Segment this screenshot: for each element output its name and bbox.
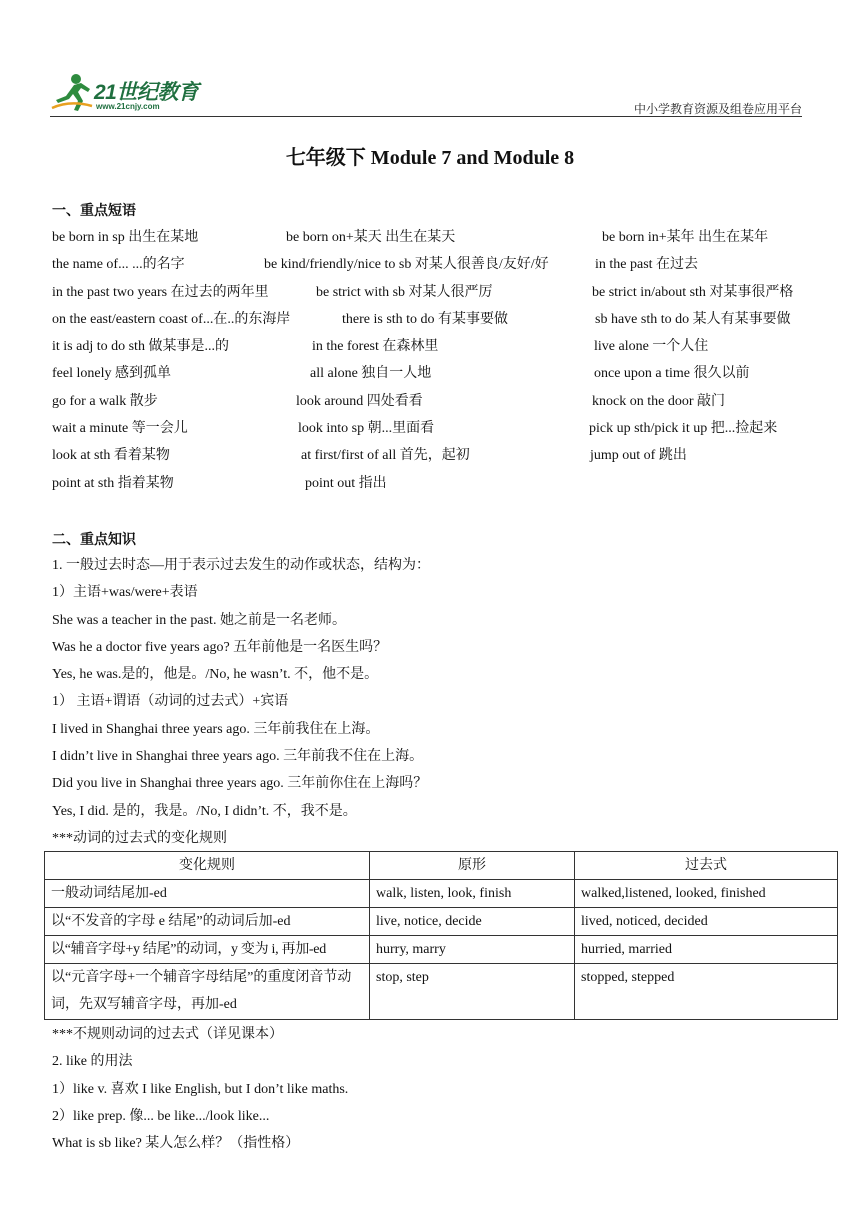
phrase: be born in+某年 出生在某年 — [602, 230, 769, 245]
table-cell: 以“元音字母+一个辅音字母结尾”的重度闭音节动词，先双写辅音字母，再加-ed — [45, 964, 370, 1020]
runner-logo-icon — [50, 70, 94, 114]
phrase-row — [52, 362, 812, 389]
phrase: look around 四处看看 — [296, 393, 423, 409]
phrase: look into sp 朝...里面看 — [298, 421, 435, 437]
text-line: Yes, I did. 是的，我是。/No, I didn’t. 不，我不是。 — [52, 803, 357, 819]
text-line: 1）like v. 喜欢 I like English, but I don’t like maths. — [52, 1081, 349, 1097]
text-line: 1） 主语+谓语（动词的过去式）+宾语 — [52, 694, 289, 710]
phrase: there is sth to do 有某事要做 — [342, 311, 509, 327]
phrase: go for a walk 散步 — [52, 393, 158, 409]
logo-url: www.21cnjy.com — [96, 102, 160, 111]
phrase: feel lonely 感到孤单 — [52, 366, 171, 382]
section-heading-phrases: 一、重点短语 — [52, 203, 136, 219]
table-cell: walked,listened, looked, finished — [575, 880, 838, 908]
phrase: be born in sp 出生在某地 — [52, 230, 199, 245]
platform-name: 中小学教育资源及组卷应用平台 — [633, 102, 802, 116]
phrase-row — [52, 226, 812, 253]
logo-text: 21世纪教育 — [94, 81, 199, 104]
phrase: all alone 独自一人地 — [310, 366, 432, 382]
phrase: be born on+某天 出生在某天 — [286, 230, 456, 245]
phrase-row — [52, 281, 812, 308]
table-header: 变化规则 — [45, 852, 370, 880]
page-title: 七年级下 Module 7 and Module 8 — [285, 147, 575, 169]
table-header: 原形 — [370, 852, 575, 880]
table-row — [45, 936, 838, 964]
text-line: 2. like 的用法 — [52, 1054, 133, 1070]
phrase: it is adj to do sth 做某事是...的 — [52, 339, 229, 355]
header-divider — [50, 116, 802, 117]
text-line: 1）主语+was/were+表语 — [52, 585, 198, 601]
text-line: ***动词的过去式的变化规则 — [52, 830, 227, 846]
phrase: in the past 在过去 — [595, 257, 699, 273]
table-cell: hurried, married — [575, 936, 838, 964]
phrase: be strict with sb 对某人很严厉 — [316, 284, 493, 300]
phrase: once upon a time 很久以前 — [594, 366, 750, 382]
past-tense-rules-table — [44, 851, 838, 1020]
phrase-row — [52, 335, 812, 362]
phrase: the name of... ...的名字 — [52, 257, 185, 273]
text-line: Yes, he was.是的，他是。/No, he wasn’t. 不，他不是。 — [52, 667, 379, 683]
phrase: live alone 一个人住 — [594, 339, 709, 355]
phrase: be strict in/about sth 对某事很严格 — [592, 284, 794, 300]
text-line: ***不规则动词的过去式（详见课本） — [52, 1027, 283, 1042]
phrase: wait a minute 等一会儿 — [52, 421, 188, 437]
text-line: I didn’t live in Shanghai three years ago. 三年前我不住在上海。 — [52, 749, 424, 765]
text-line: Was he a doctor five years ago? 五年前他是一名医生吗？ — [52, 639, 388, 655]
table-header-row — [45, 852, 838, 880]
text-line: What is sb like? 某人怎么样？（指性格） — [52, 1136, 300, 1152]
text-line: I lived in Shanghai three years ago. 三年前我住在上海。 — [52, 721, 380, 737]
table-row — [45, 964, 838, 1020]
like-usage-text — [52, 1021, 832, 1157]
text-line: 2）like prep. 像... be like.../look like... — [52, 1108, 270, 1124]
phrase: be kind/friendly/nice to sb 对某人很善良/友好/好 — [264, 257, 549, 273]
phrase: pick up sth/pick it up 把...捡起来 — [589, 421, 778, 437]
text-line: Did you live in Shanghai three years ago. 三年前你住在上海吗？ — [52, 776, 428, 792]
phrase: jump out of 跳出 — [590, 448, 687, 464]
phrase: sb have sth to do 某人有某事要做 — [595, 311, 791, 327]
phrase-list — [52, 226, 812, 499]
table-cell: walk, listen, look, finish — [370, 880, 575, 908]
table-row — [45, 880, 838, 908]
table-row — [45, 908, 838, 936]
phrase: point out 指出 — [305, 475, 387, 491]
text-line: She was a teacher in the past. 她之前是一名老师。 — [52, 612, 346, 628]
section-heading-knowledge: 二、重点知识 — [52, 532, 136, 548]
table-cell: live, notice, decide — [370, 908, 575, 936]
table-cell: 以“辅音字母+y 结尾”的动词，y 变为 i, 再加-ed — [45, 936, 370, 964]
text-line: 1. 一般过去时态—用于表示过去发生的动作或状态，结构为： — [52, 558, 430, 573]
phrase-row — [52, 444, 812, 471]
phrase-row — [52, 253, 812, 280]
knowledge-text — [52, 552, 832, 852]
phrase-row — [52, 417, 812, 444]
phrase-row — [52, 308, 812, 335]
logo — [50, 70, 220, 118]
table-cell: 以“不发音的字母 e 结尾”的动词后加-ed — [45, 908, 370, 936]
table-cell: hurry, marry — [370, 936, 575, 964]
phrase: point at sth 指着某物 — [52, 475, 174, 491]
phrase-row — [52, 472, 812, 499]
page-header — [50, 68, 802, 116]
table-cell: stop, step — [370, 964, 575, 1020]
phrase: knock on the door 敲门 — [592, 393, 725, 409]
phrase-row — [52, 390, 812, 417]
table-cell: lived, noticed, decided — [575, 908, 838, 936]
phrase: in the past two years 在过去的两年里 — [52, 284, 269, 300]
phrase: look at sth 看着某物 — [52, 448, 170, 464]
table-header: 过去式 — [575, 852, 838, 880]
phrase: at first/first of all 首先，起初 — [301, 448, 470, 464]
table-cell: 一般动词结尾加-ed — [45, 880, 370, 908]
phrase: on the east/eastern coast of...在..的东海岸 — [52, 311, 291, 327]
phrase: in the forest 在森林里 — [312, 339, 439, 355]
table-cell: stopped, stepped — [575, 964, 838, 1020]
